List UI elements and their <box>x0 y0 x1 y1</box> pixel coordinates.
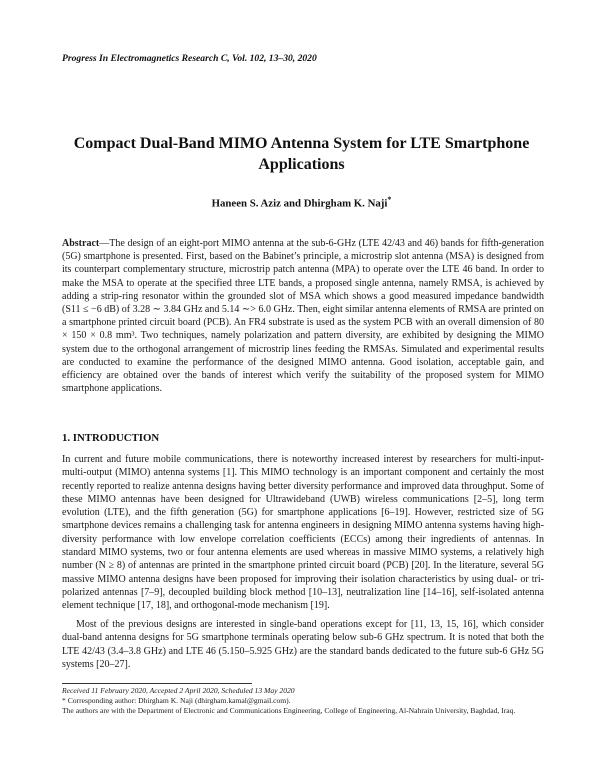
paper-title: Compact Dual-Band MIMO Antenna System for LTE Smartphone Applications <box>73 135 530 173</box>
footnotes <box>62 686 532 716</box>
journal-header: Progress In Electromagnetics Research C, Vol. 102, 13–30, 2020 <box>62 53 317 64</box>
abstract-text: —The design of an eight-port MIMO antenna at the sub-6-GHz (LTE 42/43 and 46) bands for fifth-generation (5G) smartphone is presented. First, based on the Babinet’s principle, a microstrip slot antenna (MSA) is designed from its counterpart complementary structure, microstrip patch antenna (MPA) to operate over the LTE 46 band. In order to make the MSA to operate at the specified three LTE bands, a proposed single antenna, namely RMSA, is achieved by adding a strip-ring resonator within the grounded slot of MSA which shows a good measured impedance bandwidth (S11 ≤ −6 dB) of 3.28 ∼ 3.84 GHz and 5.14 ∼> 6.0 GHz. Then, eight similar antenna elements of RMSA are printed on a smartphone printed circuit board (PCB). An FR4 substrate is used as the system PCB with an overall dimension of 80 × 150 × 0.8 mm³. Two techniques, namely polarization and pattern diversity, are exhibited by designing the MIMO system due to the orthogonal arrangement of microstrip lines feeding the RMSAs. Simulated and experimental results are conducted to examine the performance of the designed MIMO antenna. Good isolation, acceptable gain, and efficiency are obtained over the bands of interest which verify the suitability of the proposed system for MIMO smartphone applications. <box>62 238 544 395</box>
abstract-label: Abstract <box>62 238 100 249</box>
corresponding-author-mark: * <box>387 195 392 204</box>
section-heading-introduction: 1. INTRODUCTION <box>62 432 160 444</box>
paper-authors <box>62 195 541 210</box>
footnote-affiliation: The authors are with the Department of Electronic and Communications Engineering, College of Engineering, Al-Nahrain University, Baghdad, Iraq. <box>62 706 516 715</box>
introduction-paragraph-1: In current and future mobile communications, there is noteworthy increased interest by researchers for multi-input-multi-output (MIMO) antenna systems [1]. This MIMO technology is an important component and certainly the most recently reported to realize antenna designs having better diversity performance and improved data throughput. Some of these MIMO antennas have been designed for Ultrawideband (UWB) wireless communications [2–5], long term evolution (LTE), and the fifth generation (5G) for smartphone applications [6–19]. However, restricted size of 5G smartphone devices remains a challenging task for antenna engineers in designing MIMO antenna systems having high-diversity performance with low envelope correlation coefficients (ECCs) among their ingredients of antennas. In standard MIMO systems, two or four antenna elements are used whereas in massive MIMO systems, a relatively high number (N ≥ 8) of antennas are printed in the smartphone printed circuit board (PCB) [20]. In the literature, several 5G massive MIMO antenna designs have been proposed for improving their isolation characteristics by using dual- or tri-polarized antennas [7–9], decoupled building block method [10–13], neutralization line [14–16], self-isolated antenna element technique [17, 18], and orthogonal-mode mechanism [19]. <box>62 454 544 612</box>
footnote-received-dates: Received 11 February 2020, Accepted 2 April 2020, Scheduled 13 May 2020 <box>62 686 295 695</box>
abstract <box>62 237 544 395</box>
footnote-divider <box>62 683 252 684</box>
introduction-paragraph-2: Most of the previous designs are interested in single-band operations except for [11, 13, 15, 16], which consider dual-band antenna designs for 5G smartphone terminals operating below sub-6 GHz spectrum. It is noted that both the LTE 42/43 (3.4–3.8 GHz) and LTE 46 (5.150–5.925 GHz) are the standard bands dedicated to the future sub-6 GHz 5G systems [20–27]. <box>62 619 544 670</box>
author-names: Haneen S. Aziz and Dhirgham K. Naji <box>211 197 388 210</box>
footnote-corresponding-author: * Corresponding author: Dhirgham K. Naji (dhirgham.kamal@gmail.com). <box>62 696 291 705</box>
